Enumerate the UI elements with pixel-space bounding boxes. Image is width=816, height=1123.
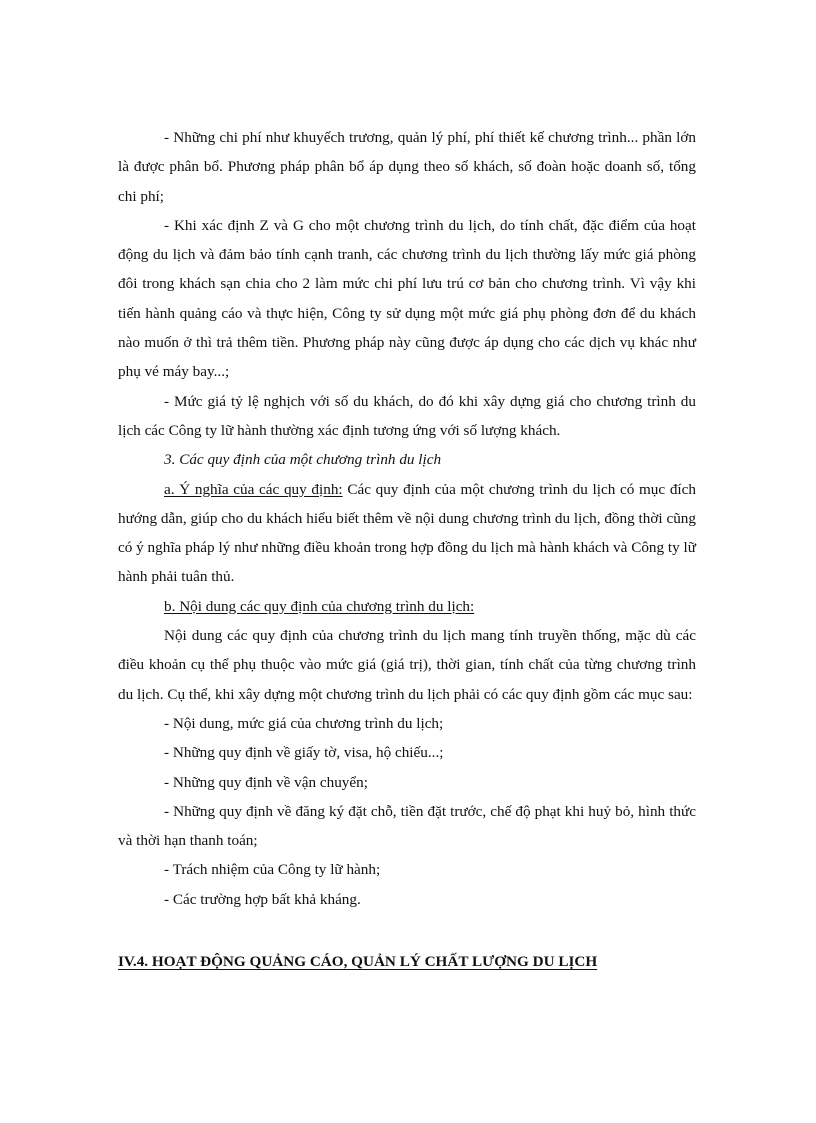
paragraph-content-intro: Nội dung các quy định của chương trình du lịch mang tính truyền thống, mặc dù các điều khoản cụ thể phụ thuộc vào mức giá (giá trị), thời gian, tính chất của từng chương trình du lịch. Cụ thể, khi xây dựng một chương trình du lịch phải có các quy định gồm các mục sau: [118, 627, 696, 703]
subheading-content: b. Nội dung các quy định của chương trình du lịch: [164, 597, 475, 615]
subheading-meaning: a. Ý nghĩa của các quy định: [164, 480, 343, 498]
list-item: - Những quy định về vận chuyển; [164, 773, 368, 791]
section-title-regulations: 3. Các quy định của một chương trình du lịch [164, 451, 442, 469]
paragraph-meaning [118, 475, 696, 592]
list-item: - Trách nhiệm của Công ty lữ hành; [164, 861, 381, 879]
body-text [118, 123, 696, 914]
list-item: - Nội dung, mức giá của chương trình du lịch; [164, 714, 444, 732]
paragraph-promotion-costs: - Những chi phí như khuyếch trương, quản lý phí, phí thiết kế chương trình... phần lớn là được phân bổ. Phương pháp phân bổ áp dụng theo số khách, số đoàn hoặc doanh số, tổng chi phí; [118, 129, 696, 205]
section-heading-iv4: IV.4. HOẠT ĐỘNG QUẢNG CÁO, QUẢN LÝ CHẤT LƯỢNG DU LỊCH [118, 953, 598, 970]
list-item: - Những quy định về đăng ký đặt chỗ, tiền đặt trước, chế độ phạt khi huỷ bỏ, hình thức và thời hạn thanh toán; [118, 802, 696, 850]
paragraph-pricing-method: - Khi xác định Z và G cho một chương trình du lịch, do tính chất, đặc điểm của hoạt động du lịch và đảm bảo tính cạnh tranh, các chương trình du lịch thường lấy mức giá phòng đôi trong khách sạn chia cho 2 làm mức chi phí lưu trú cơ bản cho chương trình. Vì vậy khi tiến hành quảng cáo và thực hiện, Công ty sử dụng một mức giá phụ phòng đơn để du khách nào muốn ở thì trả thêm tiền. Phương pháp này cũng được áp dụng cho các dịch vụ khác như phụ vé máy bay...; [118, 216, 696, 381]
meaning-text: Các quy định của một chương trình du lịch có mục đích hướng dẫn, giúp cho du khách hiểu biết thêm về nội dung chương trình du lịch, đồng thời cũng có ý nghĩa pháp lý như những điều khoản trong hợp đồng du lịch mà hành khách và Công ty lữ hành phải tuân thủ. [118, 480, 696, 586]
paragraph-content-heading [118, 592, 696, 621]
list-item: - Những quy định về giấy tờ, visa, hộ chiếu...; [164, 744, 444, 762]
paragraph-price-inverse: - Mức giá tỷ lệ nghịch với số du khách, do đó khi xây dựng giá cho chương trình du lịch các Công ty lữ hành thường xác định tương ứng với số lượng khách. [118, 392, 696, 439]
list-item: - Các trường hợp bất khả kháng. [164, 890, 361, 908]
